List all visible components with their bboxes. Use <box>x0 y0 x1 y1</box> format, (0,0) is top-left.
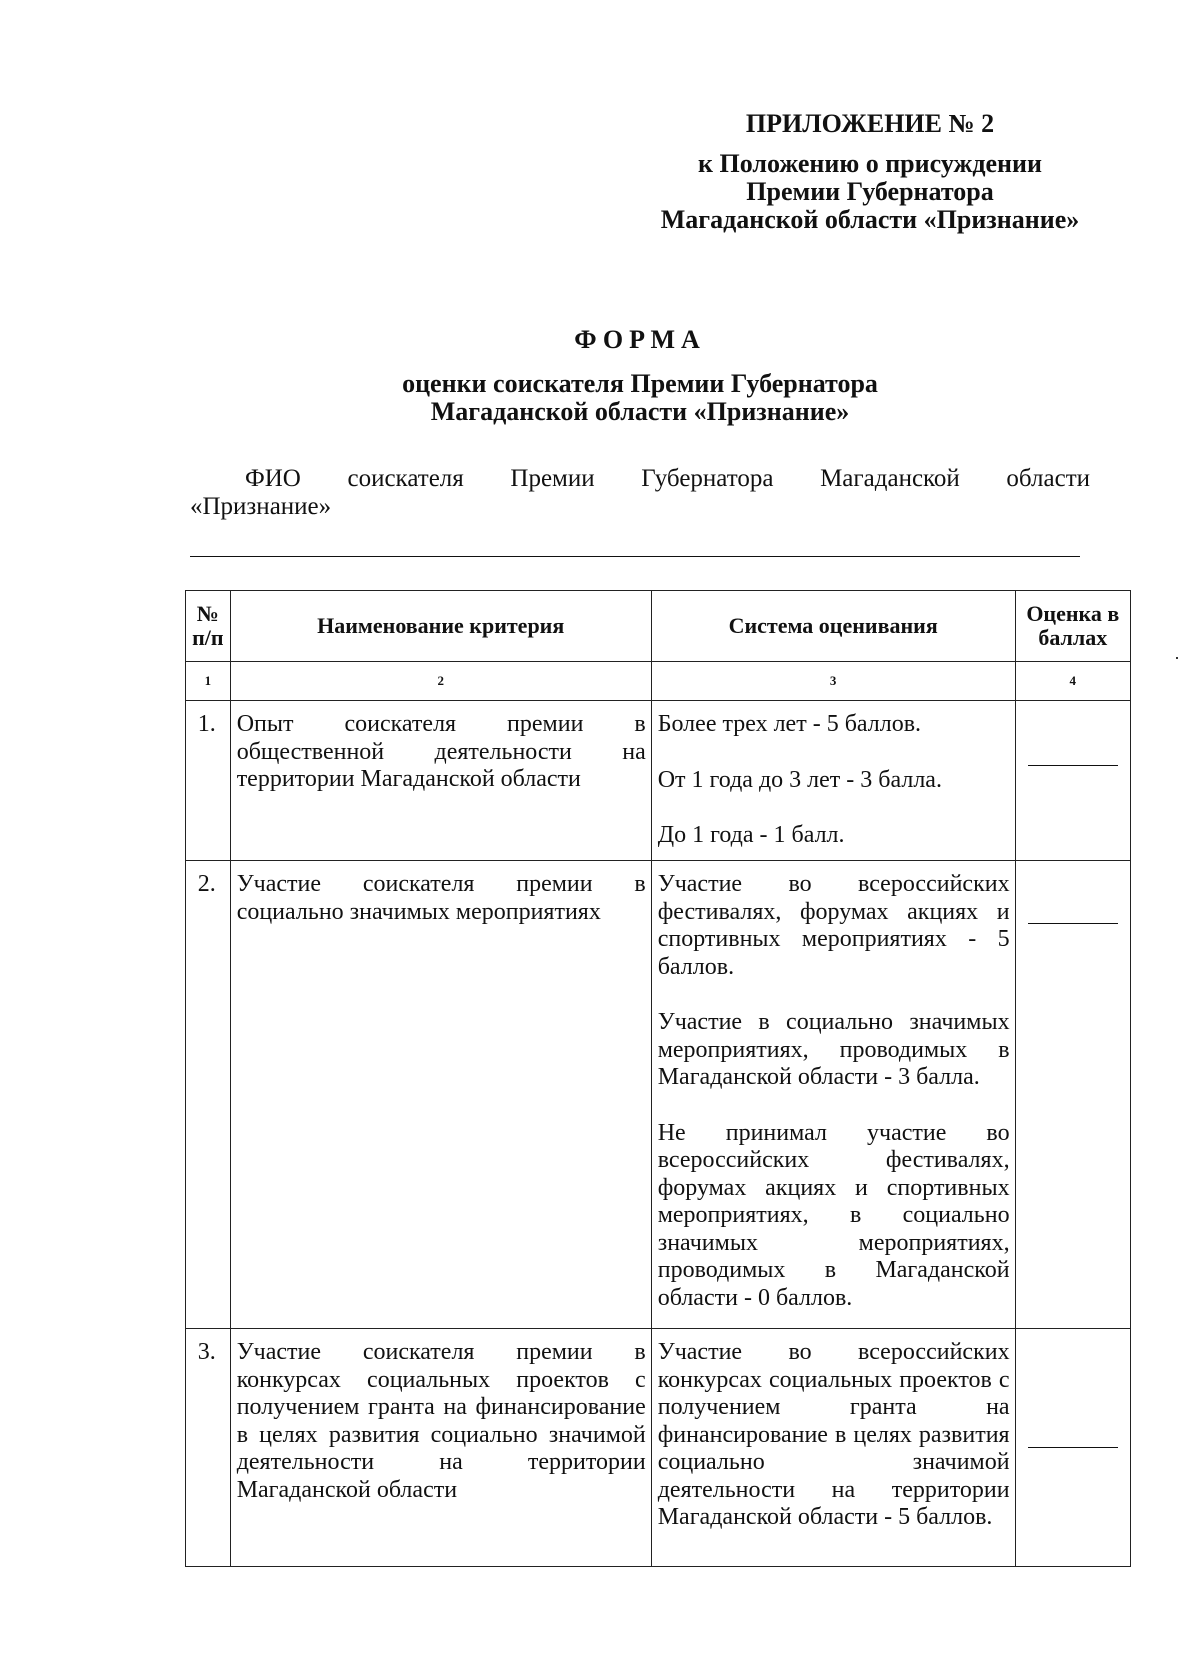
system-paragraph: Участие в социально значимых мероприятиях, проводимых в Магаданской области - 3 балла. <box>657 1009 1010 1090</box>
table-row <box>186 701 1131 861</box>
system-paragraph: От 1 года до 3 лет - 3 балла. <box>657 766 942 793</box>
table-header-row <box>186 591 1131 662</box>
column-number: 4 <box>1015 662 1130 701</box>
score-blank-line[interactable] <box>1028 923 1118 924</box>
score-blank-line[interactable] <box>1028 1447 1118 1448</box>
scan-speck <box>1176 657 1178 659</box>
row-number: 2. <box>186 861 231 1329</box>
form-subtitle-1: оценки соискателя Премии Губернатора <box>402 369 878 398</box>
column-number: 2 <box>230 662 651 701</box>
system-paragraph: Участие во всероссийских конкурсах социальных проектов с получением гранта на финансирование в целях развития социально значимой деятельности на территории Магаданской области - 5 баллов. <box>657 1339 1010 1530</box>
header-num: № п/п <box>186 591 231 662</box>
form-heading <box>300 326 980 426</box>
column-number: 1 <box>186 662 231 701</box>
header-criterion: Наименование критерия <box>230 591 651 662</box>
appendix-line-1: к Положению о присуждении <box>698 149 1042 178</box>
table-row <box>186 861 1131 1329</box>
appendix-line-2: Премии Губернатора <box>746 177 994 206</box>
column-number: 3 <box>651 662 1015 701</box>
header-system: Система оценивания <box>651 591 1015 662</box>
system-text <box>651 701 1015 861</box>
system-text <box>651 861 1015 1329</box>
score-cell[interactable] <box>1015 1329 1130 1567</box>
fio-label <box>190 465 1090 521</box>
form-title: ФОРМА <box>574 325 706 354</box>
criterion-text: Участие соискателя премии в конкурсах социальных проектов с получением гранта на финансирование в целях развития социально значимой деятельности на территории Магаданской области <box>230 1329 651 1567</box>
table-row <box>186 1329 1131 1567</box>
appendix-header <box>620 110 1120 234</box>
row-number: 3. <box>186 1329 231 1567</box>
fio-line-2: «Признание» <box>190 493 332 520</box>
system-text <box>651 1329 1015 1567</box>
appendix-line-3: Магаданской области «Признание» <box>660 205 1080 234</box>
row-number: 1. <box>186 701 231 861</box>
form-subtitle-2: Магаданской области «Признание» <box>430 397 850 426</box>
criterion-text: Участие соискателя премии в социально значимых мероприятиях <box>230 861 651 1329</box>
criteria-table <box>185 590 1131 1567</box>
fio-line-1: ФИО соискателя Премии Губернатора Магаданской области <box>245 465 1090 492</box>
criterion-text: Опыт соискателя премии в общественной деятельности на территории Магаданской области <box>230 701 651 861</box>
header-score: Оценка в баллах <box>1015 591 1130 662</box>
score-blank-line[interactable] <box>1028 765 1118 766</box>
system-paragraph: Более трех лет - 5 баллов. <box>657 711 922 737</box>
system-paragraph: До 1 года - 1 балл. <box>657 822 845 848</box>
score-cell[interactable] <box>1015 701 1130 861</box>
appendix-title: ПРИЛОЖЕНИЕ № 2 <box>745 109 995 138</box>
system-paragraph: Участие во всероссийских фестивалях, форумах акциях и спортивных мероприятиях - 5 баллов. <box>657 871 1010 980</box>
column-number-row <box>186 662 1131 701</box>
score-cell[interactable] <box>1015 861 1130 1329</box>
system-paragraph: Не принимал участие во всероссийских фестивалях, форумах акциях и спортивных мероприятиях, в социально значимых мероприятиях, проводимых в Магаданской области - 0 баллов. <box>657 1119 1010 1311</box>
fio-blank-line[interactable] <box>190 556 1080 557</box>
